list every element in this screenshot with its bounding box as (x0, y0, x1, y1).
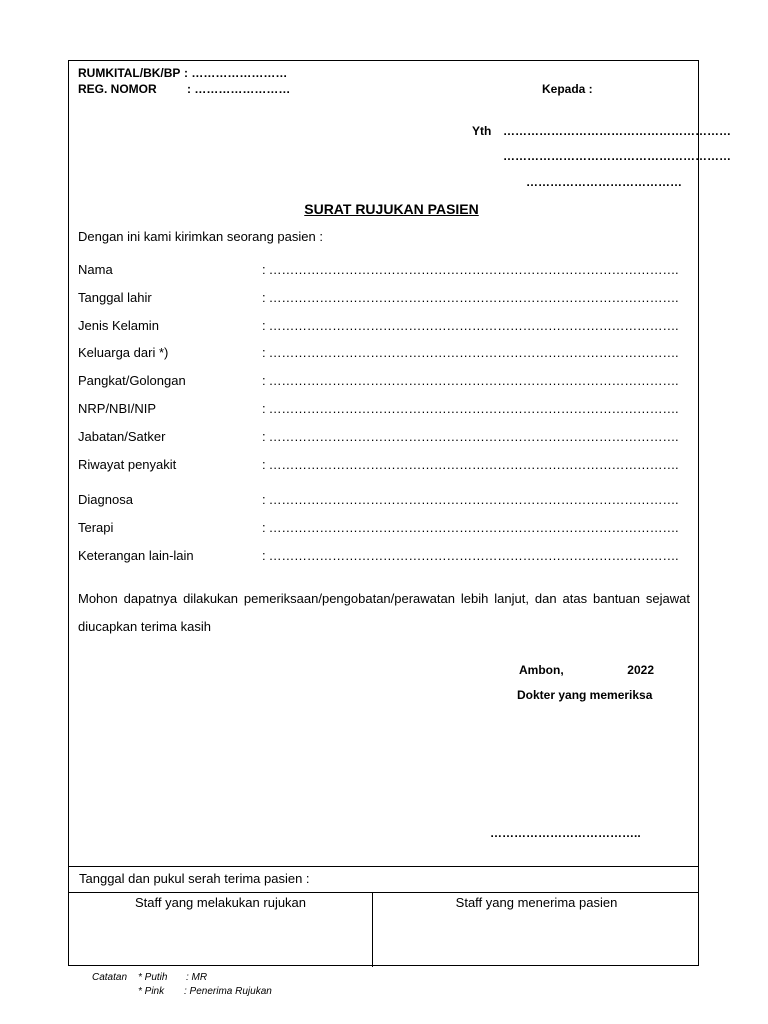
signature-year[interactable]: 2022 (627, 663, 654, 677)
note-color-putih: * Putih (138, 972, 168, 983)
field-label-diagnosa: Diagnosa (78, 492, 133, 507)
field-value-tanggal-lahir[interactable]: : ……………………………………………………………………………………. (262, 290, 679, 305)
note-desc-pink: : Penerima Rujukan (184, 986, 272, 997)
field-label-pangkat: Pangkat/Golongan (78, 373, 186, 388)
field-label-nrp: NRP/NBI/NIP (78, 401, 157, 416)
field-value-nama[interactable]: : ……………………………………………………………………………………. (262, 262, 679, 277)
referring-staff-cell[interactable] (69, 893, 373, 967)
rumkital-label: RUMKITAL/BK/BP (78, 66, 181, 80)
rumkital-value[interactable]: : …………………… (184, 66, 288, 80)
field-value-jenis-kelamin[interactable]: : ……………………………………………………………………………………. (262, 318, 679, 333)
field-label-riwayat: Riwayat penyakit (78, 457, 177, 472)
recipient-line-2[interactable]: ………………………………………………… (503, 149, 731, 163)
field-value-nrp[interactable]: : ……………………………………………………………………………………. (262, 401, 679, 416)
referring-staff-label: Staff yang melakukan rujukan (134, 895, 307, 910)
handover-row (69, 866, 698, 893)
field-value-jabatan[interactable]: : ……………………………………………………………………………………. (262, 429, 679, 444)
note-color-pink: * Pink (138, 986, 165, 997)
receiving-staff-label: Staff yang menerima pasien (455, 895, 618, 910)
note-desc-putih: : MR (186, 972, 208, 983)
request-paragraph: Mohon dapatnya dilakukan pemeriksaan/pengobatan/perawatan lebih lanjut, dan atas bantuan sejawat diucapkan terima kasih (78, 591, 690, 634)
referral-form (68, 60, 731, 966)
field-value-keterangan[interactable]: : ……………………………………………………………………………………. (262, 548, 679, 563)
signature-city: Ambon, (519, 663, 564, 677)
examining-doctor-label: Dokter yang memeriksa (517, 688, 653, 702)
field-value-riwayat[interactable]: : ……………………………………………………………………………………. (262, 457, 679, 472)
reg-number-label: REG. NOMOR (78, 82, 157, 96)
yth-label: Yth (472, 124, 492, 138)
field-value-terapi[interactable]: : ……………………………………………………………………………………. (262, 520, 679, 535)
handover-label: Tanggal dan pukul serah terima pasien : (79, 871, 310, 886)
notes-title: Catatan (92, 972, 128, 983)
field-label-jabatan: Jabatan/Satker (78, 429, 166, 444)
kepada-label: Kepada : (542, 82, 593, 96)
recipient-line-1[interactable]: ………………………………………………… (503, 124, 731, 138)
intro-text: Dengan ini kami kirimkan seorang pasien : (78, 229, 323, 244)
field-label-keterangan: Keterangan lain-lain (78, 548, 194, 563)
signature-line[interactable]: ……………………………….. (490, 826, 641, 840)
field-label-keluarga-dari: Keluarga dari *) (78, 345, 169, 360)
field-value-diagnosa[interactable]: : ……………………………………………………………………………………. (262, 492, 679, 507)
field-value-pangkat[interactable]: : ……………………………………………………………………………………. (262, 373, 679, 388)
field-label-nama: Nama (78, 262, 113, 277)
recipient-line-3[interactable]: ………………………………… (526, 175, 682, 189)
field-value-keluarga-dari[interactable]: : ……………………………………………………………………………………. (262, 345, 679, 360)
field-label-terapi: Terapi (78, 520, 114, 535)
field-label-jenis-kelamin: Jenis Kelamin (78, 318, 159, 333)
field-label-tanggal-lahir: Tanggal lahir (78, 290, 152, 305)
receiving-staff-cell[interactable] (373, 893, 700, 967)
document-title: SURAT RUJUKAN PASIEN (304, 201, 479, 217)
reg-number-value[interactable]: : …………………… (187, 82, 291, 96)
